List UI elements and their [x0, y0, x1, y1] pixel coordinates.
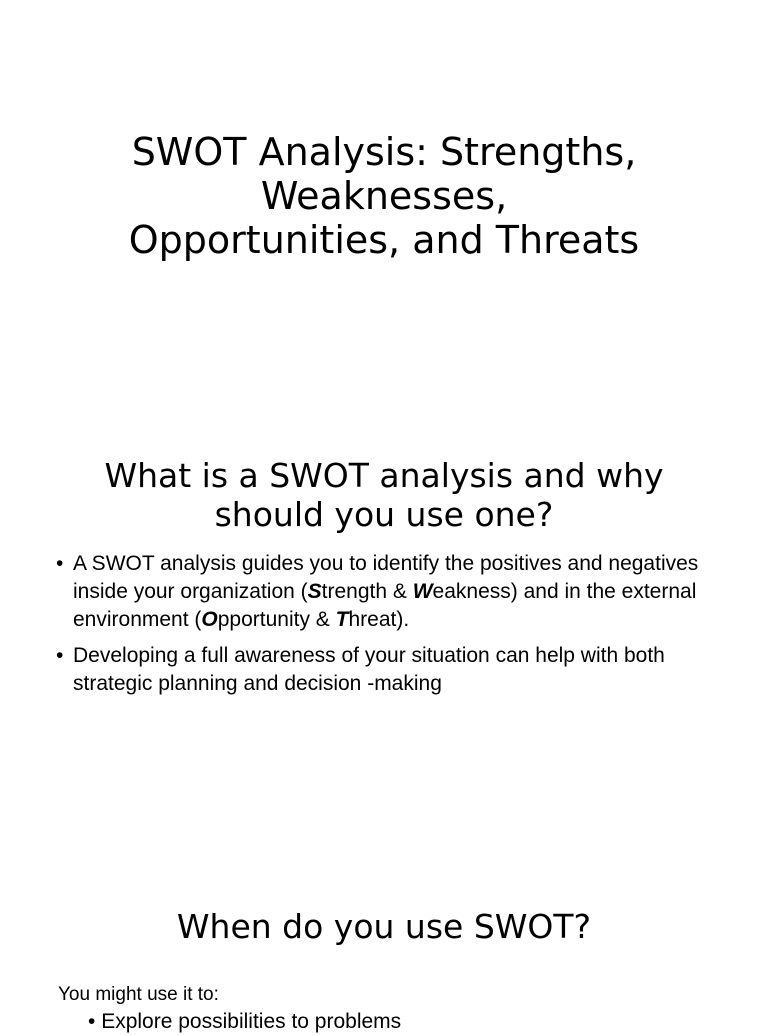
slide-3-title: When do you use SWOT?	[176, 907, 592, 946]
slide-1-title	[60, 130, 708, 262]
bullet-dot-icon: •	[56, 644, 64, 667]
slide-2-title-line: should you use one?	[214, 495, 554, 534]
bullet-text	[73, 552, 698, 631]
text-run: eakness) and in the external environment (	[73, 580, 697, 631]
bullet-item	[56, 550, 716, 634]
slide-1-title-line: Opportunities, and Threats	[128, 218, 640, 262]
bullet-text: Explore possibilities to problems	[101, 1010, 402, 1033]
emphasis-letter: W	[412, 580, 433, 603]
slide-3-sub-bullet	[88, 1009, 401, 1035]
bullet-item	[56, 642, 716, 698]
bullet-text: Developing a full awareness of your situation can help with both strategic planning and decision -making	[73, 644, 665, 695]
text-run: A SWOT analysis guides you to identify the positives and negatives inside your organization (	[73, 552, 699, 603]
text-run: hreat).	[348, 608, 410, 631]
text-run: trength &	[321, 580, 413, 603]
emphasis-letter: O	[201, 608, 218, 631]
text-run: pportunity &	[217, 608, 336, 631]
slide-1-title-line: SWOT Analysis: Strengths,	[131, 130, 637, 174]
emphasis-letter: S	[307, 580, 322, 603]
slide-2-bullet-list	[56, 550, 716, 706]
slide-3-intro-text: You might use it to:	[58, 984, 219, 1005]
slide-2-title	[40, 456, 728, 534]
bullet-dot-icon: •	[88, 1010, 96, 1033]
emphasis-letter: T	[335, 608, 349, 631]
bullet-dot-icon: •	[56, 552, 64, 575]
slide-2-title-line: What is a SWOT analysis and why	[104, 456, 664, 495]
slide-1-title-line: Weaknesses,	[260, 174, 508, 218]
